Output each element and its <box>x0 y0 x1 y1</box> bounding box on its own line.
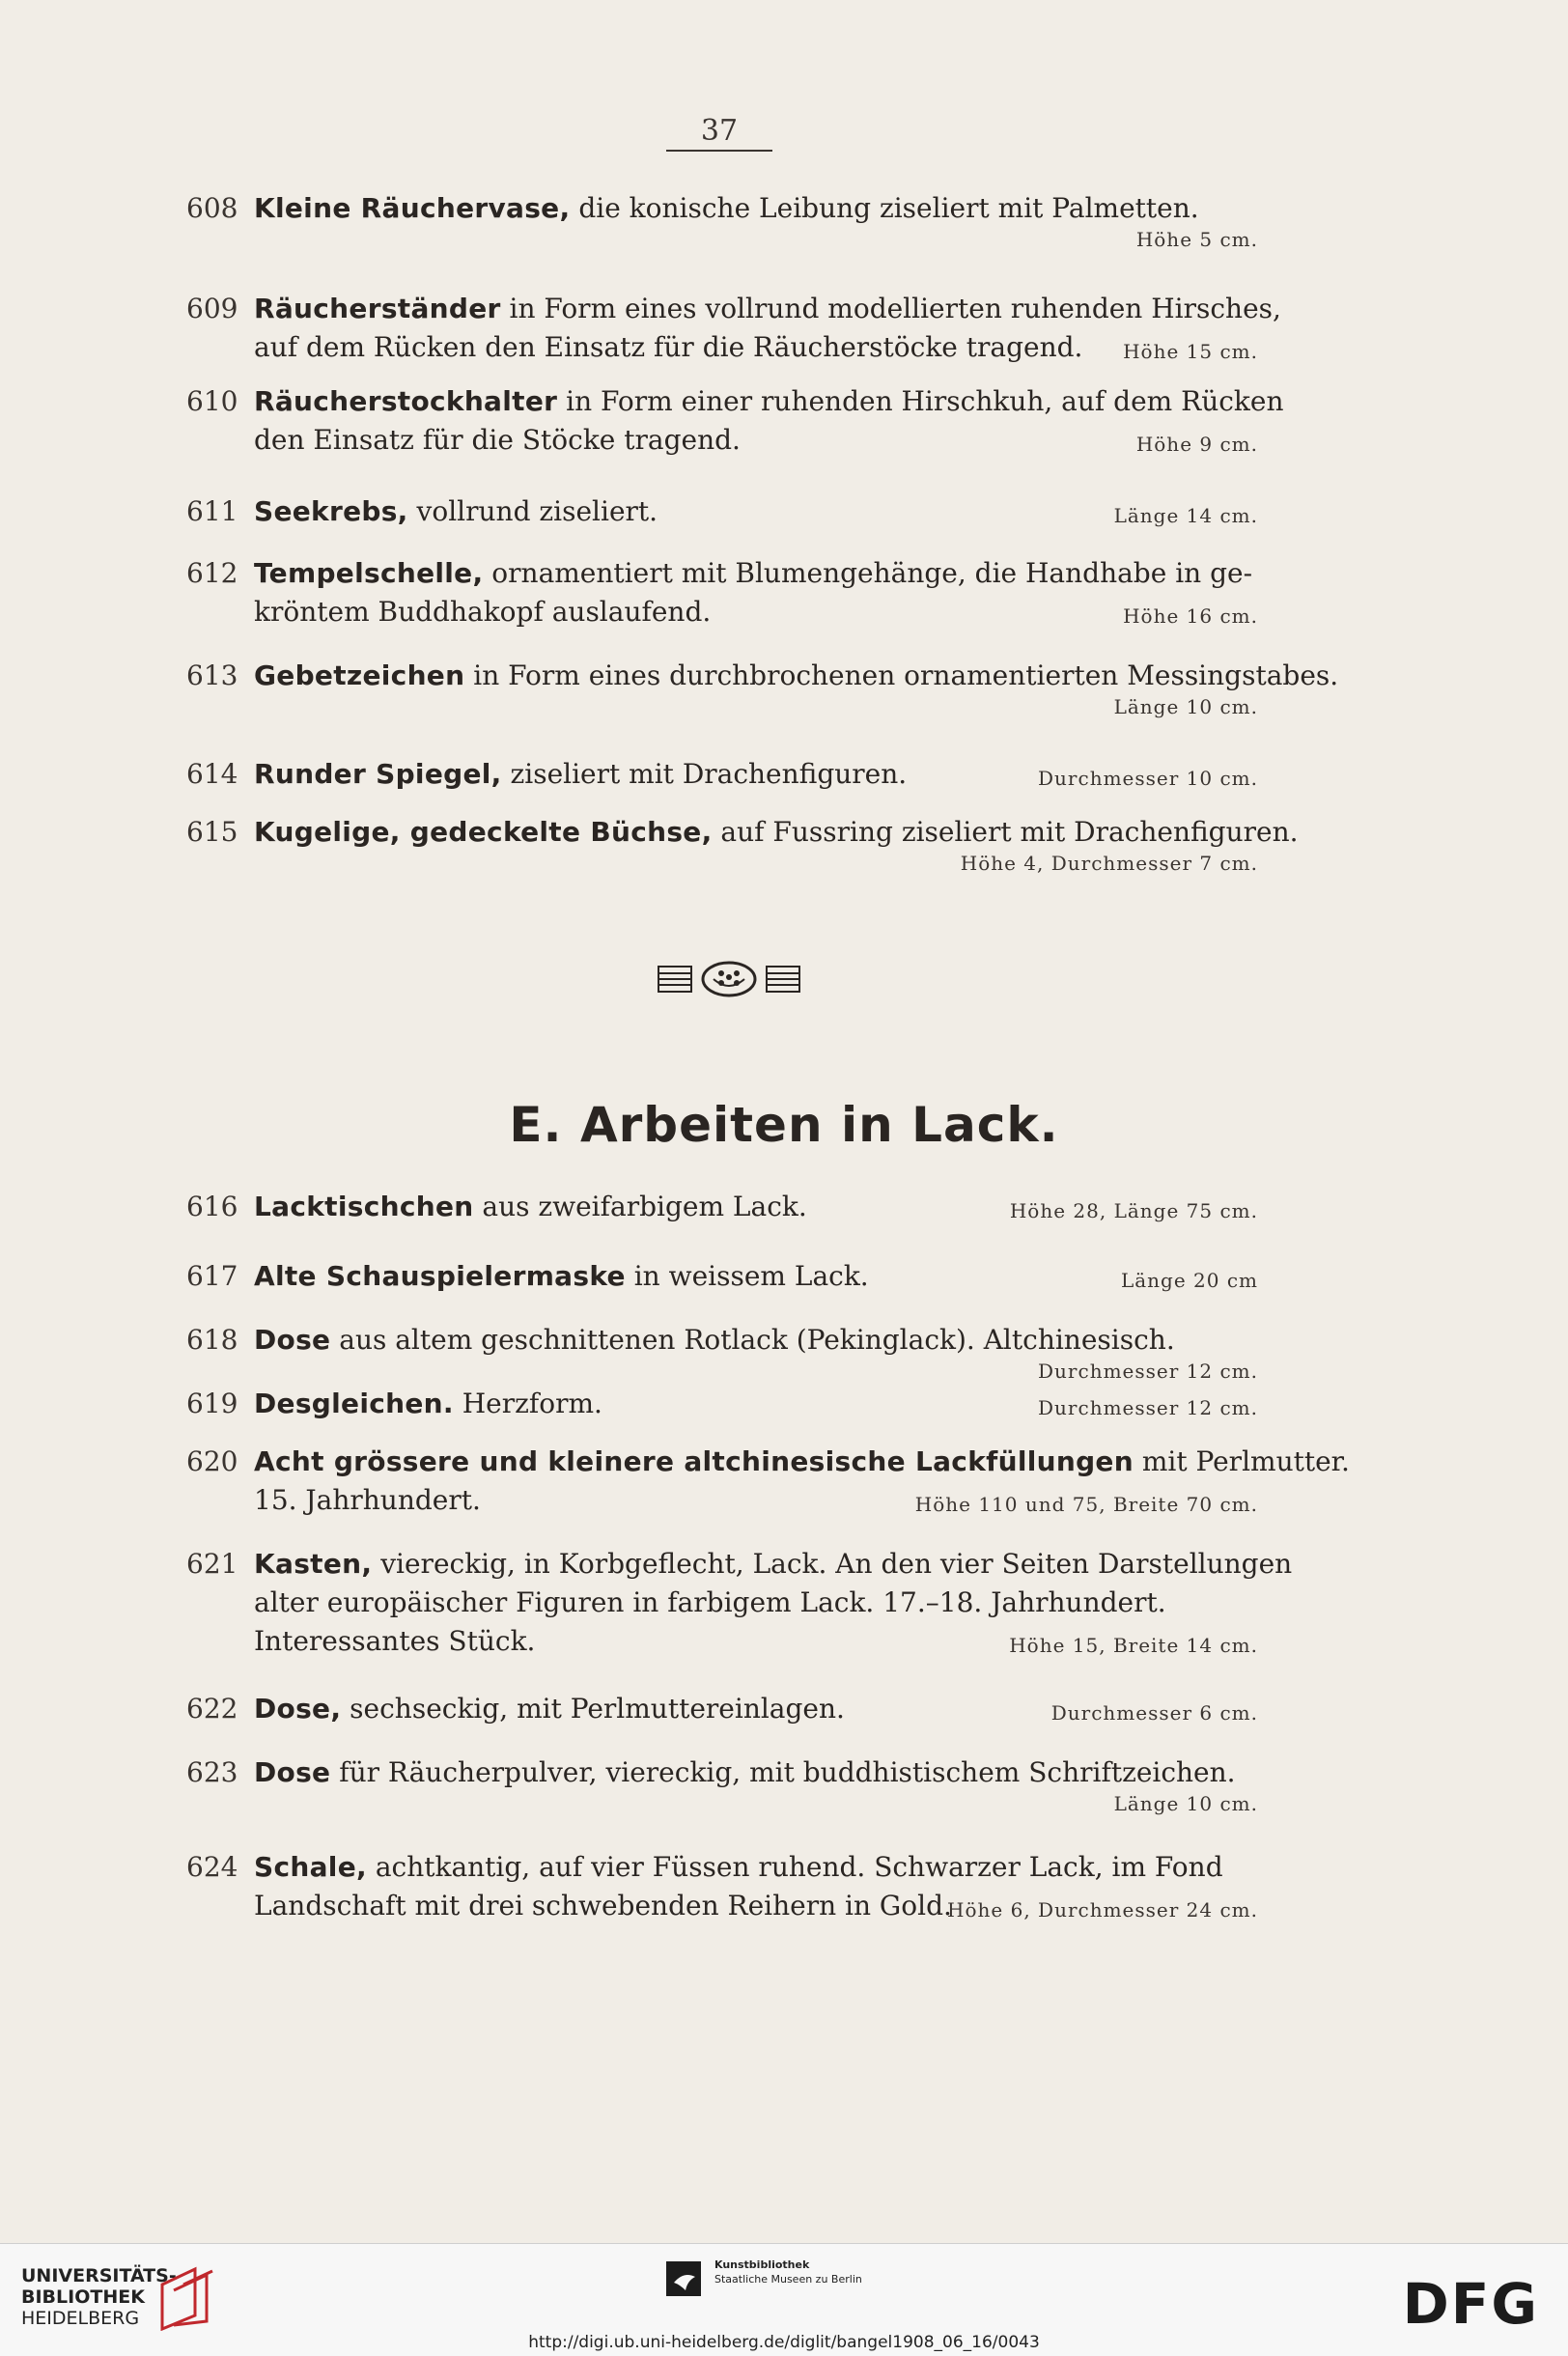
library-name-line3: HEIDELBERG <box>21 2308 140 2329</box>
catalog-entry-614 <box>186 755 1258 794</box>
entry-title: Kugelige, gedeckelte Büchse, <box>254 816 713 848</box>
kunstbibliothek-logo <box>666 2258 862 2300</box>
entry-description: aus zweifarbigem Lack. <box>473 1191 807 1222</box>
entry-title: Dose, <box>254 1693 342 1725</box>
entry-description: auf Fussring ziseliert mit Drachenfiguren. <box>712 816 1299 848</box>
catalog-entry-608 <box>186 189 1258 259</box>
catalog-entry-609 <box>186 290 1281 367</box>
section-heading: E. Arbeiten in Lack. <box>509 1097 1059 1153</box>
ornament-bar-right-icon <box>766 965 800 994</box>
entry-measurement: Höhe 110 und 75, Breite 70 cm. <box>914 1493 1258 1516</box>
entry-title: Acht grössere und kleinere altchinesische Lackfüllungen <box>254 1445 1134 1477</box>
entry-number: 619 <box>186 1388 238 1419</box>
entry-title: Dose <box>254 1756 331 1788</box>
entry-number: 616 <box>186 1191 238 1222</box>
entry-description: ornamentiert mit Blumengehänge, die Handhabe in ge- <box>483 557 1253 589</box>
kb-subtitle: Staatliche Museen zu Berlin <box>714 2273 862 2286</box>
entry-title: Gebetzeichen <box>254 659 465 691</box>
entry-measurement: Höhe 16 cm. <box>1123 604 1258 628</box>
library-name-line2: BIBLIOTHEK <box>21 2286 145 2308</box>
entry-title: Kasten, <box>254 1548 373 1580</box>
entry-description: in Form einer ruhenden Hirschkuh, auf dem Rücken <box>557 385 1284 417</box>
entry-continuation: kröntem Buddhakopf auslaufend. <box>254 596 712 628</box>
dfg-logo: DFG <box>1402 2271 1539 2337</box>
catalog-entry-623 <box>186 1753 1258 1823</box>
university-library-logo-text <box>21 2265 177 2329</box>
entry-description: für Räucherpulver, viereckig, mit buddhistischem Schriftzeichen. <box>330 1756 1236 1788</box>
entry-description: mit Perlmutter. <box>1133 1445 1350 1477</box>
entry-title: Seekrebs, <box>254 495 408 527</box>
entry-measurement: Länge 14 cm. <box>1113 504 1258 527</box>
entry-continuation-2: Interessantes Stück. <box>254 1625 536 1657</box>
entry-continuation: auf dem Rücken den Einsatz für die Räucherstöcke tragend. <box>254 331 1083 363</box>
entry-title: Alte Schauspielermaske <box>254 1260 626 1292</box>
entry-description: in Form eines vollrund modellierten ruhenden Hirsches, <box>500 293 1281 324</box>
catalog-entry-622 <box>186 1690 1258 1728</box>
entry-number: 623 <box>186 1756 238 1788</box>
entry-measurement: Höhe 9 cm. <box>1135 433 1258 456</box>
kunstbibliothek-eagle-icon <box>666 2258 705 2300</box>
entry-continuation: Landschaft mit drei schwebenden Reihern in Gold. <box>254 1890 952 1921</box>
catalog-entry-624 <box>186 1848 1258 1925</box>
entry-number: 615 <box>186 816 238 848</box>
permalink-url[interactable]: http://digi.ub.uni-heidelberg.de/diglit/bangel1908_06_16/0043 <box>528 2333 1040 2352</box>
entry-description: viereckig, in Korbgeflecht, Lack. An den vier Seiten Darstellungen <box>372 1548 1293 1580</box>
catalog-entry-619 <box>186 1385 1258 1423</box>
entry-description: vollrund ziseliert. <box>407 495 658 527</box>
entry-number: 613 <box>186 659 238 691</box>
entry-continuation: alter europäischer Figuren in farbigem Lack. 17.–18. Jahrhundert. <box>254 1586 1166 1618</box>
entry-measurement: Durchmesser 12 cm. <box>1038 1396 1258 1419</box>
entry-title: Räucherständer <box>254 293 501 324</box>
entry-number: 614 <box>186 758 238 790</box>
footer-bar <box>0 2243 1568 2356</box>
entry-measurement: Durchmesser 10 cm. <box>1038 767 1258 790</box>
entry-title: Räucherstockhalter <box>254 385 558 417</box>
entry-description: in Form eines durchbrochenen ornamentierten Messingstabes. <box>464 659 1339 691</box>
flower-ornament-icon <box>700 960 758 998</box>
catalog-entry-613 <box>186 657 1339 726</box>
entry-description: in weissem Lack. <box>625 1260 869 1292</box>
catalog-entry-620 <box>186 1443 1350 1520</box>
ornament-bar-left-icon <box>658 965 692 994</box>
catalog-entry-616 <box>186 1188 1258 1226</box>
entry-continuation: 15. Jahrhundert. <box>254 1484 481 1516</box>
entry-description: die konische Leibung ziseliert mit Palmetten. <box>570 192 1199 224</box>
entry-description: sechseckig, mit Perlmuttereinlagen. <box>341 1693 845 1725</box>
catalog-entry-618 <box>186 1321 1258 1390</box>
entry-title: Dose <box>254 1324 331 1356</box>
catalog-entry-615 <box>186 813 1299 883</box>
entry-number: 621 <box>186 1548 238 1580</box>
entry-number: 620 <box>186 1445 238 1477</box>
entry-title: Desgleichen. <box>254 1388 454 1419</box>
entry-measurement: Höhe 5 cm. <box>1135 228 1258 251</box>
entry-number: 617 <box>186 1260 238 1292</box>
entry-number: 622 <box>186 1693 238 1725</box>
catalog-entry-612 <box>186 554 1258 631</box>
catalog-entry-621 <box>186 1545 1293 1661</box>
catalog-entry-610 <box>186 382 1284 460</box>
entry-measurement: Höhe 6, Durchmesser 24 cm. <box>947 1898 1258 1921</box>
entry-continuation: den Einsatz für die Stöcke tragend. <box>254 424 741 456</box>
entry-description: achtkantig, auf vier Füssen ruhend. Schwarzer Lack, im Fond <box>366 1851 1223 1883</box>
entry-measurement: Höhe 15, Breite 14 cm. <box>1009 1634 1258 1657</box>
entry-number: 611 <box>186 495 238 527</box>
kb-name: Kunstbibliothek <box>714 2258 810 2271</box>
entry-measurement: Länge 10 cm. <box>1113 1792 1258 1815</box>
entry-number: 612 <box>186 557 238 589</box>
entry-measurement: Durchmesser 6 cm. <box>1050 1701 1258 1725</box>
entry-description: aus altem geschnittenen Rotlack (Pekinglack). Altchinesisch. <box>330 1324 1175 1356</box>
entry-number: 618 <box>186 1324 238 1356</box>
entry-title: Lacktischchen <box>254 1191 474 1222</box>
catalog-entry-611 <box>186 492 1258 531</box>
entry-title: Runder Spiegel, <box>254 758 502 790</box>
entry-measurement: Länge 20 cm <box>1120 1269 1258 1292</box>
entry-title: Schale, <box>254 1851 367 1883</box>
university-library-logo-icon <box>156 2263 216 2331</box>
entry-measurement: Höhe 4, Durchmesser 7 cm. <box>960 852 1258 875</box>
entry-number: 608 <box>186 192 238 224</box>
entry-number: 624 <box>186 1851 238 1883</box>
entry-measurement: Höhe 28, Länge 75 cm. <box>1009 1199 1258 1222</box>
entry-title: Tempelschelle, <box>254 557 484 589</box>
section-divider-ornament <box>647 958 811 1000</box>
entry-measurement: Durchmesser 12 cm. <box>1038 1360 1258 1383</box>
entry-number: 610 <box>186 385 238 417</box>
entry-number: 609 <box>186 293 238 324</box>
entry-description: ziseliert mit Drachenfiguren. <box>501 758 908 790</box>
entry-measurement: Höhe 15 cm. <box>1123 340 1258 363</box>
page-number: 37 <box>666 114 772 152</box>
library-name-line1: UNIVERSITÄTS- <box>21 2265 177 2286</box>
entry-description: Herzform. <box>453 1388 602 1419</box>
catalog-entry-617 <box>186 1257 1258 1296</box>
entry-measurement: Länge 10 cm. <box>1113 695 1258 718</box>
entry-title: Kleine Räuchervase, <box>254 192 571 224</box>
